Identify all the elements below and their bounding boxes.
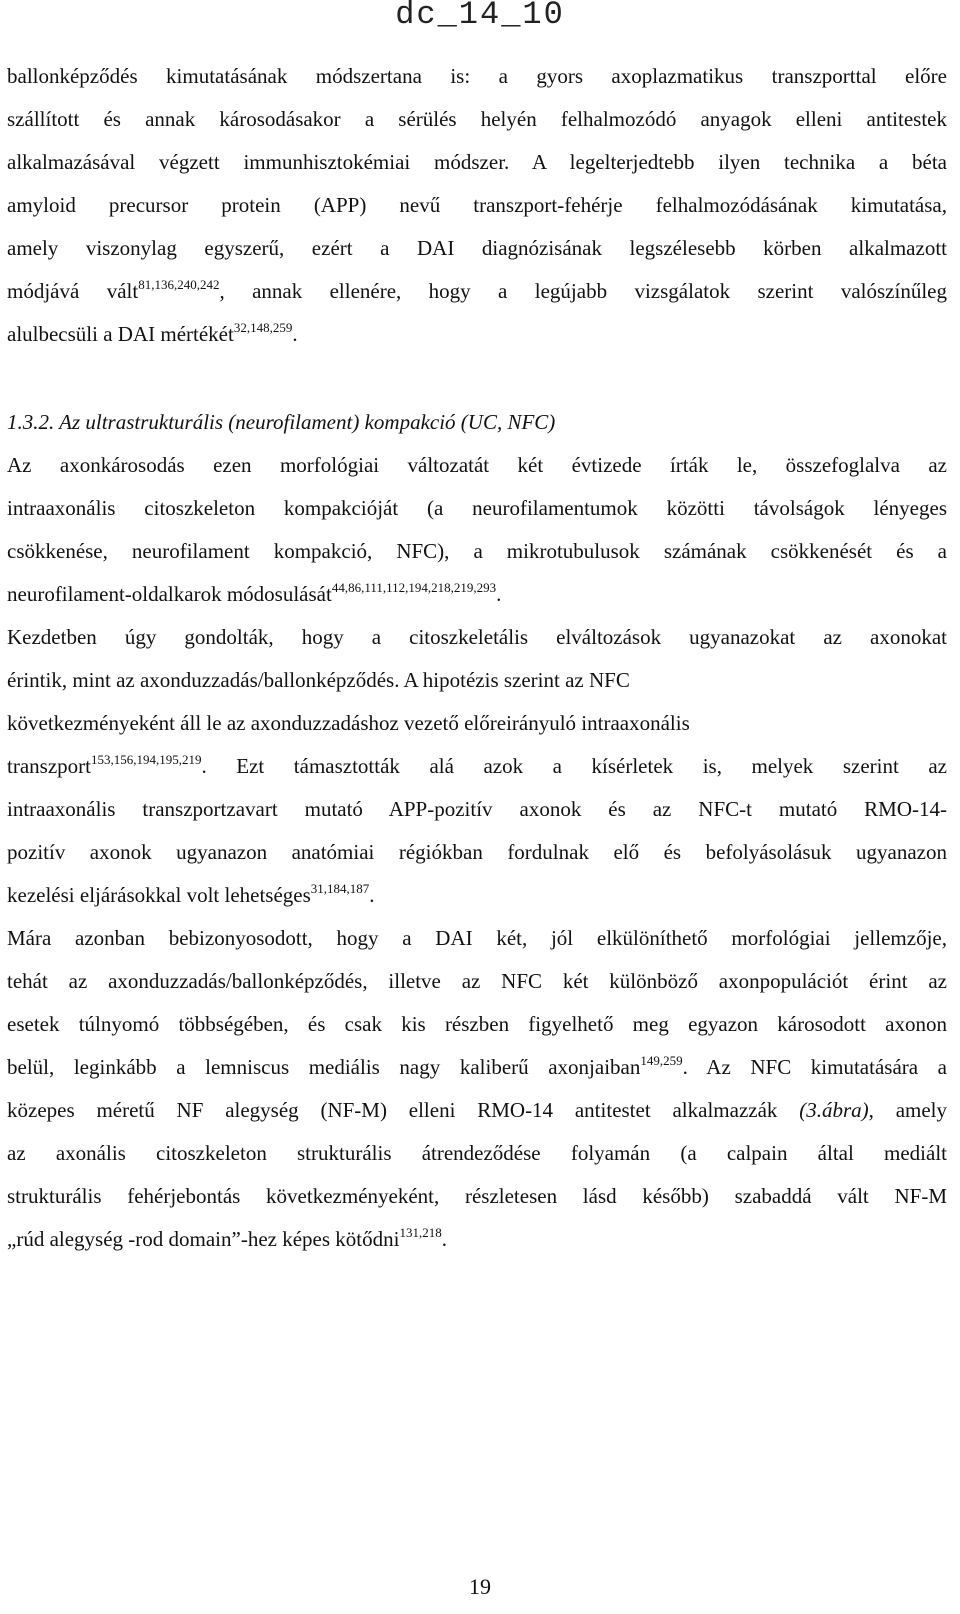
text-line: Kezdetben úgy gondolták, hogy a citoszkeletális elváltozások ugyanazokat az axonokat (7, 625, 947, 649)
text-segment: transzport (7, 754, 91, 778)
text-segment: . (292, 322, 298, 346)
citation-superscript: 31,184,187 (310, 881, 370, 896)
text-segment: , annak ellenére, hogy a legújabb vizsgálatok szerint valószínűleg (219, 279, 947, 303)
citation-superscript: 131,218 (399, 1225, 442, 1240)
text-segment: . (441, 1227, 447, 1251)
text-segment: alulbecsüli a DAI mértékét (7, 322, 234, 346)
text-line (7, 1055, 947, 1079)
text-line: Mára azonban bebizonyosodott, hogy a DAI két, jól elkülöníthető morfológiai jellemzője, (7, 926, 947, 950)
text-line: esetek túlnyomó többségében, és csak kis részben figyelhető meg egyazon károsodott axonon (7, 1012, 947, 1036)
text-line: csökkenése, neurofilament kompakció, NFC), a mikrotubulusok számának csökkenését és a (7, 539, 947, 563)
text-line: intraaxonális transzportzavart mutató APP-pozitív axonok és az NFC-t mutató RMO-14- (7, 797, 947, 821)
text-line: amely viszonylag egyszerű, ezért a DAI diagnózisának legszélesebb körben alkalmazott (7, 236, 947, 260)
text-line: ballonképződés kimutatásának módszertana is: a gyors axoplazmatikus transzporttal előre (7, 64, 947, 88)
text-line: következményeként áll le az axonduzzadáshoz vezető előreirányuló intraaxonális (7, 711, 690, 735)
text-line: intraaxonális citoszkeleton kompakcióját (a neurofilamentumok közötti távolságok lényeges (7, 496, 947, 520)
text-segment: „rúd alegység -rod domain”-hez képes kötődni (7, 1227, 400, 1251)
text-line (7, 754, 947, 778)
citation-superscript: 81,136,240,242 (138, 277, 220, 292)
text-line: strukturális fehérjebontás következményeként, részletesen lásd később) szabaddá vált NF-M (7, 1184, 947, 1208)
text-line (7, 582, 501, 606)
text-line (7, 1098, 947, 1122)
text-line: érintik, mint az axonduzzadás/ballonképződés. A hipotézis szerint az NFC (7, 668, 630, 692)
text-line: szállított és annak károsodásakor a sérülés helyén felhalmozódó anyagok elleni antitestek (7, 107, 947, 131)
text-segment: , amely (868, 1098, 948, 1122)
text-line: tehát az axonduzzadás/ballonképződés, illetve az NFC két különböző axonpopulációt érint az (7, 969, 947, 993)
section-heading: 1.3.2. Az ultrastrukturális (neurofilament) kompakció (UC, NFC) (7, 410, 556, 434)
citation-superscript: 153,156,194,195,219 (90, 752, 202, 767)
text-segment: közepes méretű NF alegység (NF-M) elleni RMO-14 antitestet alkalmazzák (7, 1098, 800, 1122)
citation-superscript: 149,259 (640, 1053, 683, 1068)
text-line: Az axonkárosodás ezen morfológiai változatát két évtizede írták le, összefoglalva az (7, 453, 947, 477)
text-line (7, 1227, 447, 1251)
text-segment: neurofilament-oldalkarok módosulását (7, 582, 332, 606)
figure-reference: (3.ábra) (799, 1098, 869, 1122)
text-segment: . Ezt támasztották alá azok a kísérletek is, melyek szerint az (201, 754, 947, 778)
text-line: amyloid precursor protein (APP) nevű transzport-fehérje felhalmozódásának kimutatása, (7, 193, 947, 217)
text-line: alkalmazásával végzett immunhisztokémiai módszer. A legelterjedtebb ilyen technika a béta (7, 150, 947, 174)
text-segment: . Az NFC kimutatására a (682, 1055, 947, 1079)
text-segment: . (369, 883, 375, 907)
text-segment: kezelési eljárásokkal volt lehetséges (7, 883, 311, 907)
text-segment: módjává vált (7, 279, 139, 303)
text-line (7, 279, 947, 303)
text-segment: . (496, 582, 502, 606)
text-segment: belül, leginkább a lemniscus mediális nagy kaliberű axonjaiban (7, 1055, 641, 1079)
citation-superscript: 44,86,111,112,194,218,219,293 (331, 580, 497, 595)
document-code-header: dc_14_10 (395, 0, 565, 33)
text-line (7, 322, 298, 346)
text-line (7, 883, 375, 907)
page-number: 19 (469, 1574, 491, 1599)
text-line: az axonális citoszkeleton strukturális átrendeződése folyamán (a calpain által mediált (7, 1141, 947, 1165)
citation-superscript: 32,148,259 (233, 320, 293, 335)
text-line: pozitív axonok ugyanazon anatómiai régiókban fordulnak elő és befolyásolásuk ugyanazon (7, 840, 947, 864)
